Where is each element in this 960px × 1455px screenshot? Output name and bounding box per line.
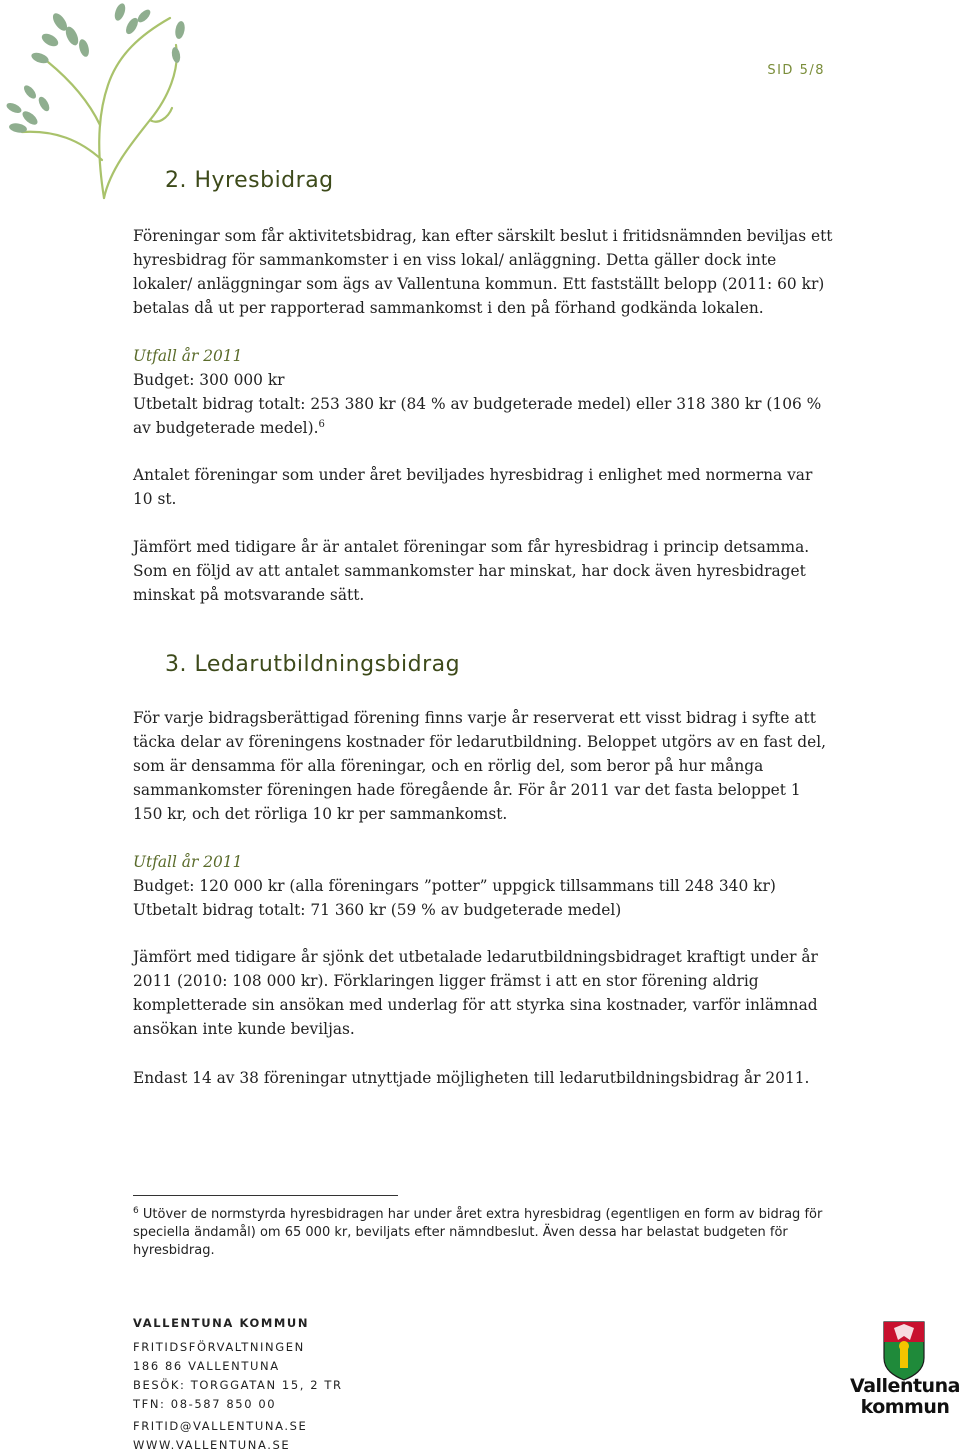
budget-line: Budget: 300 000 kr (133, 371, 285, 389)
ledarutbildning-outcome-block (133, 850, 833, 922)
section-heading-hyresbidrag: 2. Hyresbidrag (165, 168, 334, 193)
footer-org-name: VALLENTUNA KOMMUN (133, 1316, 310, 1330)
hyresbidrag-count-paragraph: Antalet föreningar som under året beviljades hyresbidrag i enlighet med normerna var 10 st. (133, 466, 813, 508)
section-heading-ledarutbildningsbidrag: 3. Ledarutbildningsbidrag (165, 652, 461, 677)
logo-line-1: Vallentuna (850, 1375, 960, 1397)
hyresbidrag-comparison-paragraph: Jämfört med tidigare år är antalet föreningar som får hyresbidrag i princip detsamma. Som en följd av att antalet sammankomster har minskat, har dock även hyresbidraget minskat på motsvarande sätt. (133, 538, 810, 604)
footer-email-link[interactable]: FRITID@VALLENTUNA.SE (133, 1419, 308, 1433)
page-number: SID 5/8 (767, 63, 825, 78)
budget-line: Budget: 120 000 kr (alla föreningars ”potter” uppgick tillsammans till 248 340 kr) (133, 877, 776, 895)
hyresbidrag-intro-paragraph: Föreningar som får aktivitetsbidrag, kan efter särskilt beslut i fritidsnämnden beviljas ett hyresbidrag för sammankomster i en viss lokal/ anläggning. Detta gäller dock inte lokaler/ anläggningar som ägs av Vallentuna kommun. Ett fastställt belopp (2011: 60 kr) betalas då ut per rapporterad sammankomst i den på förhand godkända lokalen. (133, 227, 833, 317)
outcome-label: Utfall år 2011 (133, 853, 243, 871)
logo-wordmark (850, 1376, 960, 1418)
ledarutbildning-usage-paragraph: Endast 14 av 38 föreningar utnyttjade möjligheten till ledarutbildningsbidrag år 2011. (133, 1069, 810, 1087)
footer-website-link[interactable]: WWW.VALLENTUNA.SE (133, 1438, 291, 1452)
outcome-label: Utfall år 2011 (133, 347, 243, 365)
footer-phone: TFN: 08-587 850 00 (133, 1397, 277, 1411)
ledarutbildning-intro-paragraph: För varje bidragsberättigad förening finns varje år reserverat ett visst bidrag i syfte att täcka delar av föreningens kostnader för ledarutbildning. Beloppet utgörs av en fast del, som är densamma för alla föreningar, och en rörlig del, som beror på hur många sammankomster föreningen hade föregående år. För år 2011 var det fasta beloppet 1 150 kr, och det rörliga 10 kr per sammankomst. (133, 709, 827, 823)
footnote-text: Utöver de normstyrda hyresbidragen har under året extra hyresbidrag (egentligen en form av bidrag för speciella ändamål) om 65 000 kr, beviljats efter nämndbeslut. Även dessa har belastat budgeten för hyresbidrag. (133, 1207, 823, 1258)
footnote-number: 6 (133, 1206, 139, 1216)
footer-department: FRITIDSFÖRVALTNINGEN (133, 1340, 305, 1354)
ledarutbildning-comparison-paragraph: Jämfört med tidigare år sjönk det utbetalade ledarutbildningsbidraget kraftigt under år 2011 (2010: 108 000 kr). Förklaringen ligger främst i att en stor förening aldrig kompletterade sin ansökan med underlag för att styrka sina kostnader, varför inlämnad ansökan inte kunde beviljas. (133, 948, 818, 1038)
paid-line: Utbetalt bidrag totalt: 71 360 kr (59 % av budgeterade medel) (133, 901, 622, 919)
footnote (133, 1206, 833, 1260)
footnote-reference: 6 (318, 419, 325, 430)
footnote-divider (133, 1195, 398, 1196)
hyresbidrag-outcome-block (133, 344, 833, 440)
footer-address (133, 1314, 343, 1455)
footer-postal-address: 186 86 VALLENTUNA (133, 1359, 280, 1373)
paid-line: Utbetalt bidrag totalt: 253 380 kr (84 % av budgeterade medel) eller 318 380 kr (106 % av budgeterade medel). (133, 395, 822, 437)
footer-visit-address: BESÖK: TORGGATAN 15, 2 TR (133, 1378, 343, 1392)
logo-line-2: kommun (860, 1396, 950, 1418)
